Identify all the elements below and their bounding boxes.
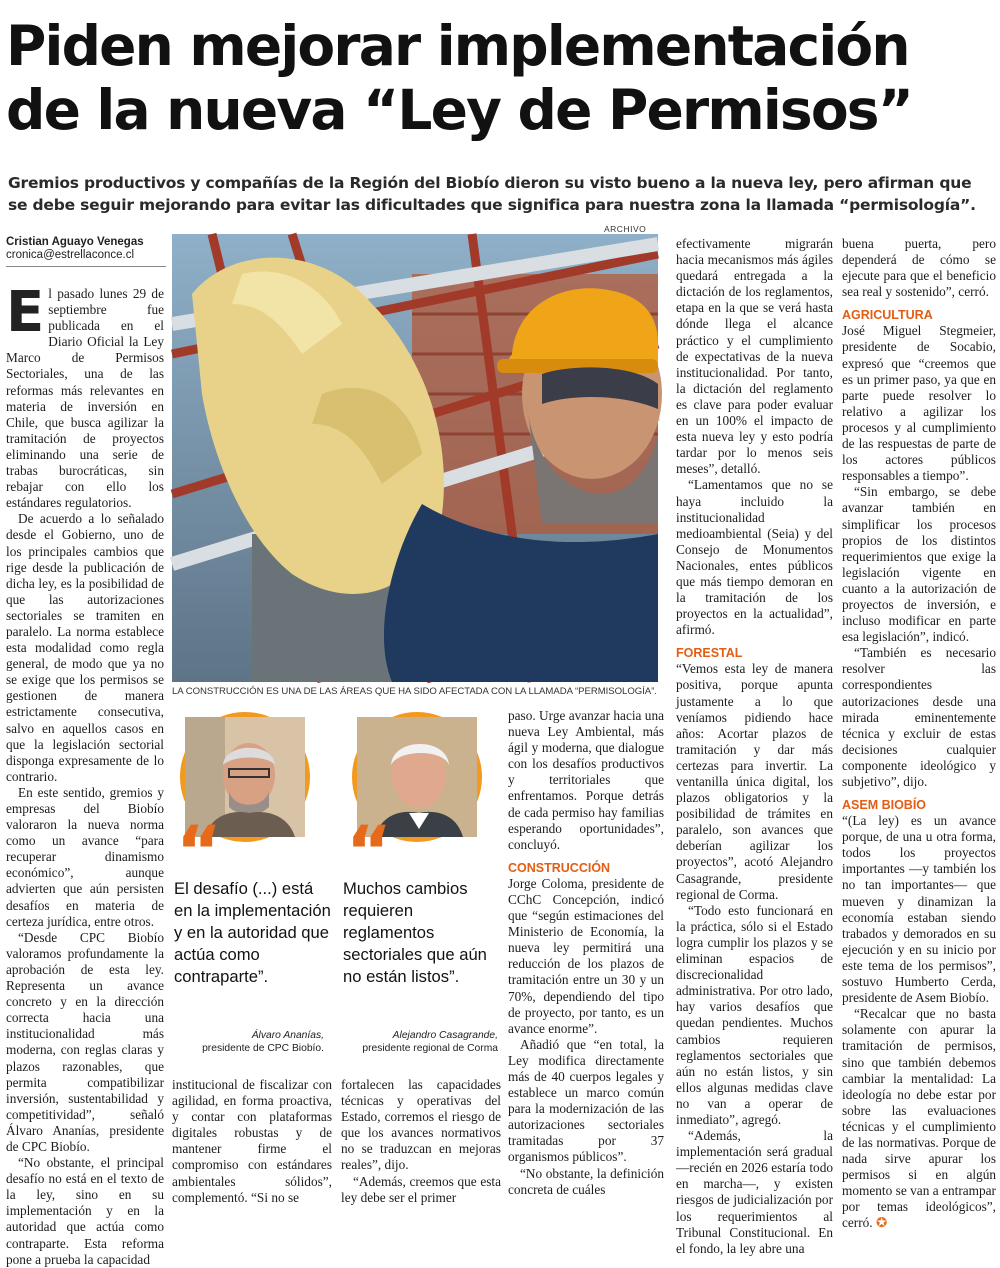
paragraph: “No obstante, la definición concreta de cuáles: [508, 1165, 664, 1197]
paragraph: [842, 1006, 996, 1231]
photo-caption: LA CONSTRUCCIÓN ES UNA DE LAS ÁREAS QUE HA SIDO AFECTADA CON LA LLAMADA “PERMISOLOGÍA”.: [172, 686, 657, 697]
paragraph: fortalecen las capacidades técnicas y operativas del Estado, corremos el riesgo de que los avances normativos no se traduzcan en mejoras reales”, dijo.: [341, 1077, 501, 1173]
dropcap: E: [6, 280, 45, 345]
section-heading-construccion: CONSTRUCCIÓN: [508, 860, 611, 875]
attribution-name: Álvaro Ananías,: [251, 1030, 324, 1041]
attribution-role: presidente de CPC Biobío.: [202, 1042, 324, 1054]
paragraph: “Sin embargo, se debe avanzar también en simplificar los procesos propios de los distintos requerimientos que exige la legislación vigente en cuanto a la autorización de proyectos de inversión, e incluso modificar en parte esa legislación”, indicó.: [842, 484, 996, 645]
section-heading-agricultura: AGRICULTURA: [842, 308, 933, 323]
paragraph: “Además, creemos que esta ley debe ser el primer: [341, 1173, 501, 1205]
paragraph: “También es necesario resolver las correspondientes autorizaciones desde una mirada eminentemente técnica y excluir de estas decisiones cualquier componente ideológico y subjetivo”, dijo.: [842, 645, 996, 789]
paragraph: “Lamentamos que no se haya incluido la institucionalidad medioambiental (Seia) y del Consejo de Monumentos Nacionales, entes públicos que más tiempo demoran en la tramitación de los proyectos en la actualidad”, afirmó.: [676, 477, 833, 638]
headline-line-2: de la nueva “Ley de Permisos”: [6, 78, 913, 142]
paragraph: paso. Urge avanzar hacia una nueva Ley Ambiental, más ágil y moderna, que dialogue con los desafíos productivos y territoriales que enfrentamos. Porque detrás de cada permiso hay familias esperando oportunidades”, concluyó.: [508, 708, 664, 852]
pull-quote-2: Muchos cambios requieren reglamentos sectoriales que aún no están listos”.: [343, 879, 487, 986]
quote-mark-icon: “: [346, 811, 393, 893]
paragraph: “Todo esto funcionará en la práctica, sólo si el Estado logra cumplir los plazos y se eliminan espacios de discrecionalidad administrativa. Por otro lado, hay varios desafíos que quedan pendientes. Muchos cambios requieren reglamentos sectoriales que aún no están listos, y sin ellos algunas medidas clave no van a operar de inmediato”, agregó.: [676, 902, 833, 1127]
paragraph: En este sentido, gremios y empresas del Biobío valoraron la nueva norma como un avance “para recuperar dinamismo económico”, aunque advierten que aún persisten desafíos en materia de certeza jurídica, entre otros.: [6, 784, 164, 929]
paragraph: efectivamente migrarán hacia mecanismos más ágiles quedará entregada a la dictación de los reglamentos, etapa en la que se verá hasta dónde llega el alcance práctico y el cumplimiento de expectativas de la nueva institucionalidad. Por tanto, la dictación del reglamento es clave para poder evaluar en un 100% el impacto de esta nueva ley y esto podría tardar por lo menos seis meses”, detalló.: [676, 236, 833, 477]
dek: Gremios productivos y compañías de la Región del Biobío dieron su visto bueno a la nueva ley, pero afirman que se debe seguir mejorando para evitar las dificultades que significa para nuestra zona la llamada “permisología”.: [8, 174, 976, 214]
quote-attribution-2: [336, 1030, 498, 1055]
quote-attribution-1: [172, 1030, 324, 1055]
paragraph: institucional de fiscalizar con agilidad, en forma proactiva, y contar con plataformas digitales robustas y de mantener firme el compromiso con estándares ambientales sólidos”, complementó. “Si no se: [172, 1077, 332, 1205]
section-heading-asem-biobio: ASEM BIOBÍO: [842, 798, 927, 813]
quote-mark-icon: “: [176, 811, 223, 893]
article-column-4: [676, 236, 833, 1256]
pull-quote-1: El desafío (...) está en la implementación y en la autoridad que actúa como contraparte”.: [174, 879, 331, 986]
paragraph-text: “Recalcar que no basta solamente con apurar la tramitación de permisos, sino que también debemos cambiar la mentalidad: La ideología no debe estar por sobre las evaluaciones técnicas y el cumplimiento de las normativas. Porque de nada sirve apurar los permisos si en algún momento se van a entrampar por temas ideológicos”, cerró.: [842, 1006, 996, 1231]
construction-photo: [172, 234, 658, 682]
paragraph: “Además, la implementación será gradual —recién en 2026 estaría todo en marcha—, y existen riesgos de judicialización por los requerimientos al Tribunal Constitucional. En el fondo, la ley abre una: [676, 1128, 833, 1256]
paragraph: “No obstante, el principal desafío no está en el texto de la ley, sino en su implementación y en la autoridad que actúa como contraparte. Esta reforma pone a prueba la capacidad: [6, 1155, 164, 1267]
attribution-role: presidente regional de Corma: [362, 1042, 498, 1054]
article-column-3b: [508, 708, 664, 1216]
article-column-1: [6, 280, 164, 1267]
paragraph: De acuerdo a lo señalado desde el Gobierno, uno de los principales cambios que rige desde la publicación de dicha ley, es la posibilidad de que las autorizaciones sectoriales se tramiten en paralelo. La norma establece esta modalidad como regla general, de modo que ya no se exige que los permisos se gestionen de manera estrictamente consecutiva, salvo en aquellos casos en que la legislación sectorial disponga expresamente de lo contrario.: [6, 511, 164, 784]
paragraph: Jorge Coloma, presidente de CChC Concepción, indicó que “según estimaciones del Ministerio de Economía, la nueva ley permitirá una reducción de los plazos de tramitación entre un 30 y un 70%, dependiendo del tipo de proyecto, por tanto, es un avance enorme”.: [508, 875, 664, 1036]
article-column-2: [172, 1077, 332, 1217]
paragraph: “(La ley) es un avance porque, de una u otra forma, todos los proyectos importantes —y también los no tan importantes— que mueven y dinamizan la economía estaban siendo trabados y demorados en su ejecución y en su inicio por este tema de los permisos”, sostuvo Humberto Cerda, presidente de Asem Biobío.: [842, 813, 996, 1006]
section-heading-forestal: FORESTAL: [676, 646, 743, 661]
paragraph: “Desde CPC Biobío valoramos profundamente la aprobación de esta ley. Representa un avance concreto y en la dirección correcta hacia una institucionalidad más moderna, con reglas claras y plazos razonables, que permita compatibilizar inversión, sustentabilidad y competitividad”, señaló Álvaro Ananías, presidente de CPC Biobío.: [6, 929, 164, 1154]
attribution-name: Alejandro Casagrande,: [392, 1030, 498, 1041]
paragraph: “Vemos esta ley de manera positiva, porque apunta justamente a lo que veníamos pidiendo hace años: Acortar plazos de tramitación y dar más certezas para invertir. La ventanilla única digital, los plazos obligatorios y la posibilidad de trámites en paralelo, son avances que deberían agilizar los proyectos”, acotó Alejandro Casagrande, presidente regional de Corma.: [676, 661, 833, 902]
paragraph: buena puerta, pero dependerá de cómo se ejecute para que el beneficio sea real y sostenido”, cerró.: [842, 236, 996, 300]
photo-credit: ARCHIVO: [604, 224, 647, 234]
end-mark-icon: ✪: [872, 1215, 888, 1231]
paragraph: Añadió que “en total, la Ley modifica directamente más de 40 cuerpos legales y establece un marco común para la modernización de las autorizaciones sectoriales tramitadas por 37 organismos públicos”.: [508, 1036, 664, 1165]
headline-line-1: Piden mejorar implementación: [6, 14, 909, 78]
paragraph: José Miguel Stegmeier, presidente de Socabio, expresó que “creemos que es un primer paso, ya que en parte puede resolver lo relativo a agilizar los procesos y al cumplimiento de las respuestas de parte de los actores públicos responsables a tiempo”.: [842, 323, 996, 484]
article-column-3: [341, 1077, 501, 1217]
construction-worker-illustration: [172, 234, 658, 682]
article-column-5: [842, 236, 996, 1231]
paragraph: l pasado lunes 29 de septiembre fue publicada en el Diario Oficial la Ley Marco de Permisos Sectoriales, una de las reformas más relevantes en materia de inversión en Chile, que busca agilizar la tramitación de proyectos eliminando una serie de trabas burocráticas, sin rebajar con ello los estándares regulatorios.: [6, 286, 164, 511]
byline: [6, 236, 166, 267]
byline-email: cronica@estrellaconce.cl: [6, 249, 135, 261]
headline: [6, 14, 996, 142]
byline-author: Cristian Aguayo Venegas: [6, 236, 144, 248]
